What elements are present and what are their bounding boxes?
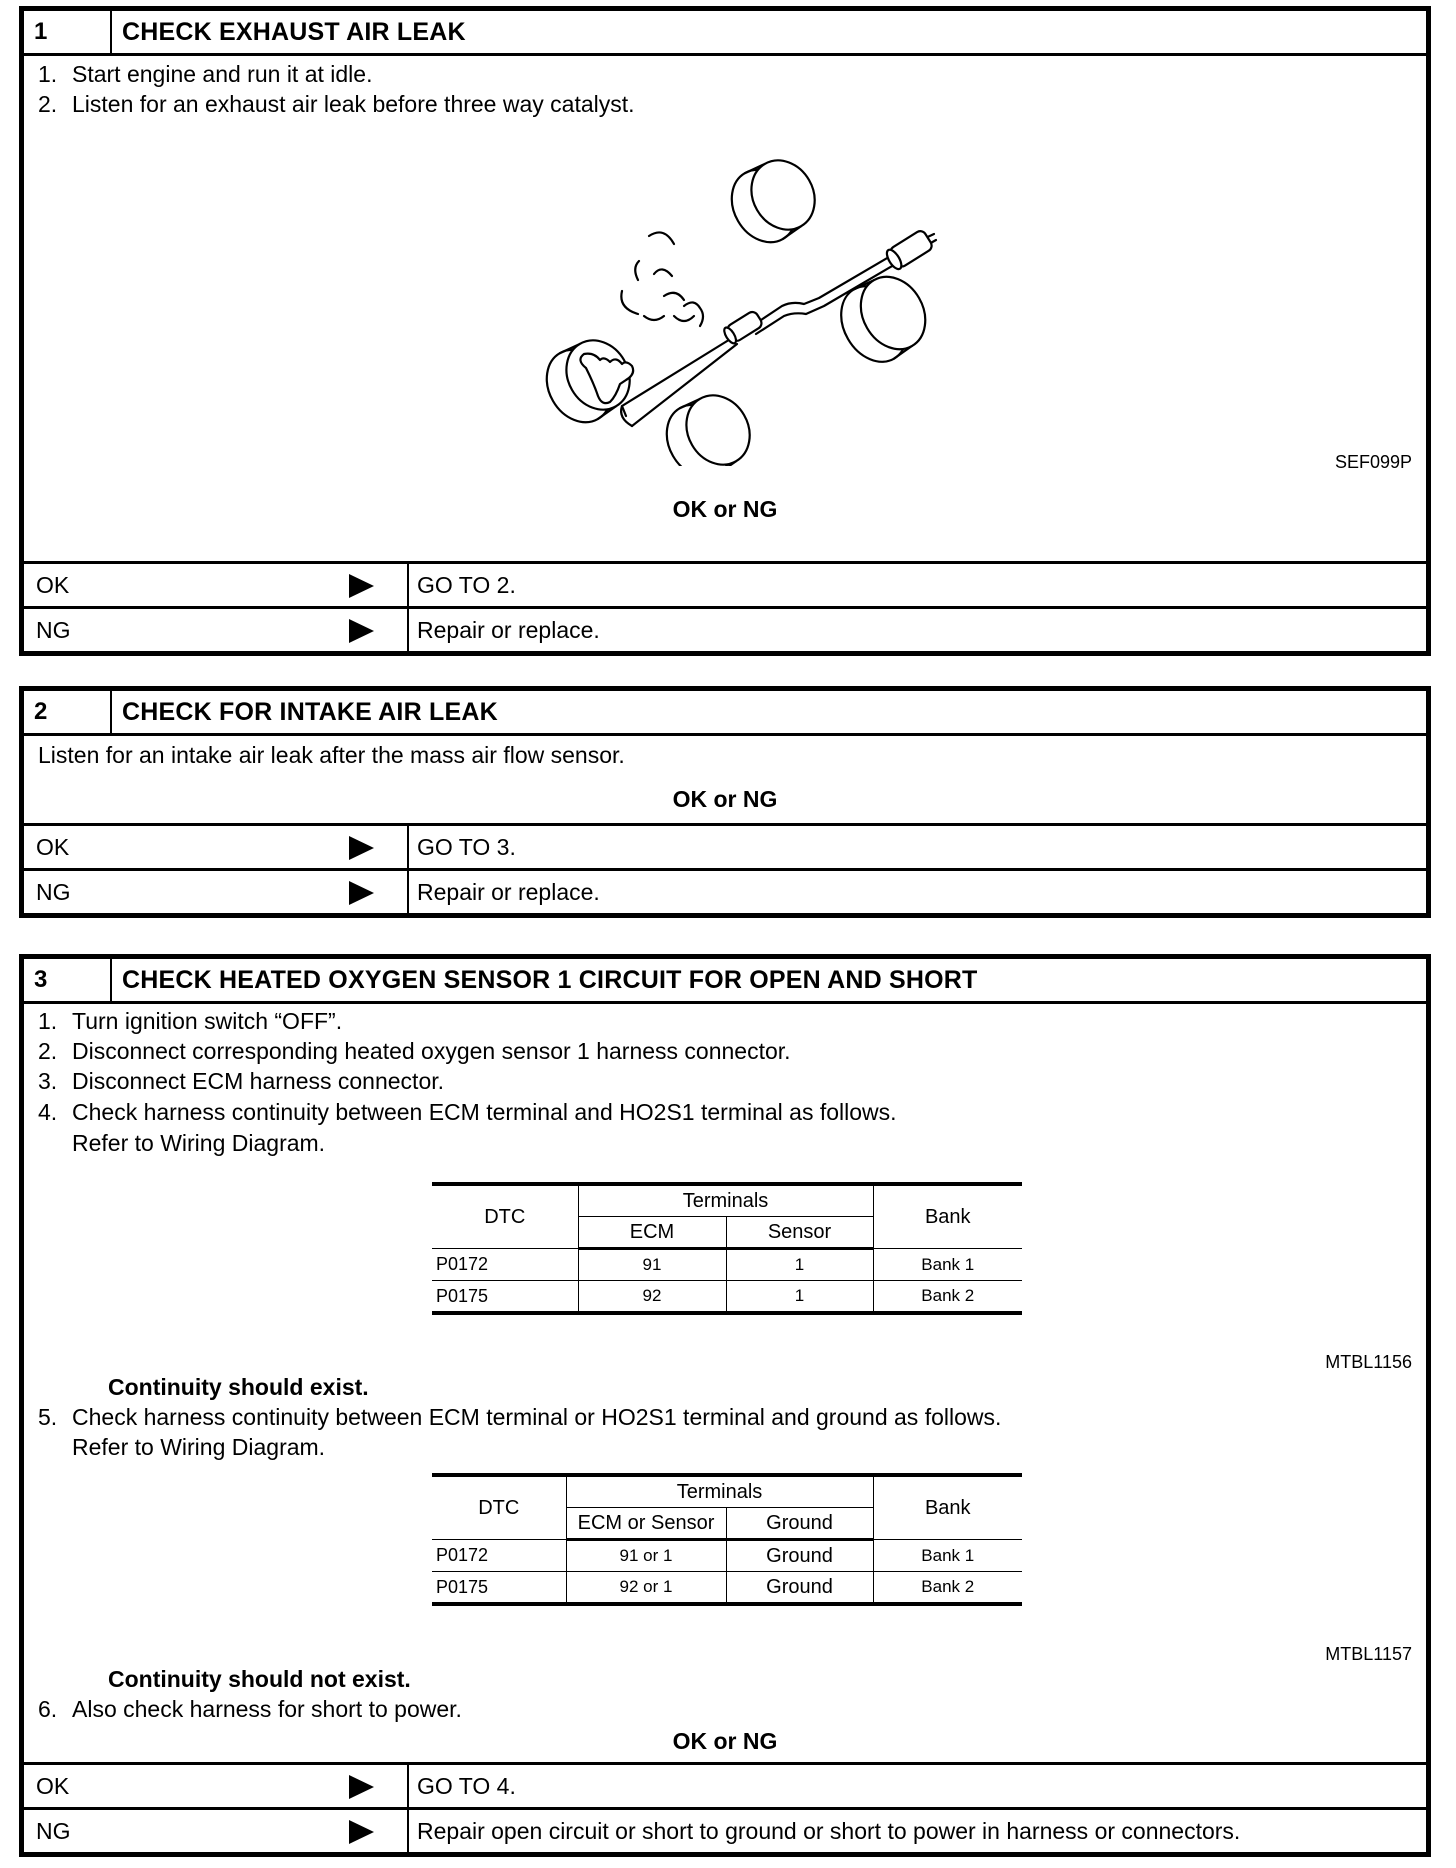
section-body <box>24 736 1426 823</box>
section-number: 2 <box>24 691 112 733</box>
result-row-ng: NG Repair or replace. <box>24 606 1426 651</box>
result-row-ok: OK GO TO 3. <box>24 823 1426 868</box>
result-row-ok: OK GO TO 4. <box>24 1762 1426 1807</box>
step-1: 1. Start engine and run it at idle. <box>38 61 373 87</box>
result-action: Repair or replace. <box>417 879 600 905</box>
ok-or-ng-label: OK or NG <box>672 786 778 812</box>
table-row: P0175 92 or 1 Ground Bank 2 <box>432 1572 1022 1605</box>
section-number: 1 <box>24 11 112 53</box>
refer-wiring-diagram: Refer to Wiring Diagram. <box>72 1130 326 1156</box>
step-1: 1. Turn ignition switch “OFF”. <box>38 1008 343 1034</box>
step-6: 6. Also check harness for short to power. <box>38 1696 462 1722</box>
ok-or-ng-label: OK or NG <box>672 496 778 522</box>
section-body <box>24 1004 1426 1762</box>
table-row: P0175 92 1 Bank 2 <box>432 1281 1022 1314</box>
continuity-table-2: DTC Terminals Bank ECM or Sensor Ground P0172 91 or 1 Ground Bank 1 P0175 92 or 1 Ground Bank 2 <box>432 1473 1022 1606</box>
refer-wiring-diagram: Refer to Wiring Diagram. <box>72 1434 326 1460</box>
arrow-right-icon <box>349 1820 374 1844</box>
result-action: GO TO 2. <box>417 572 516 598</box>
table-id: MTBL1156 <box>1325 1352 1412 1372</box>
section-title: CHECK EXHAUST AIR LEAK <box>122 18 466 46</box>
section-3-check-ho2s1-circuit <box>19 954 1431 1857</box>
section-number: 3 <box>24 959 112 1001</box>
step-text: Listen for an intake air leak after the mass air flow sensor. <box>38 742 625 768</box>
table-row: P0172 91 or 1 Ground Bank 1 <box>432 1540 1022 1572</box>
result-row-ng: NG Repair open circuit or short to ground or short to power in harness or connectors. <box>24 1807 1426 1852</box>
table-id: MTBL1157 <box>1325 1644 1412 1664</box>
continuity-note: Continuity should not exist. <box>108 1666 411 1692</box>
arrow-right-icon <box>349 881 374 905</box>
continuity-table-1: DTC Terminals Bank ECM Sensor P0172 91 1 Bank 1 P0175 92 1 Bank 2 <box>432 1182 1022 1315</box>
result-action: Repair or replace. <box>417 617 600 643</box>
exhaust-system-illustration-icon <box>514 156 974 466</box>
step-2: 2. Listen for an exhaust air leak before three way catalyst. <box>38 91 635 117</box>
result-action: GO TO 4. <box>417 1773 516 1799</box>
result-action: GO TO 3. <box>417 834 516 860</box>
ok-or-ng-label: OK or NG <box>672 1728 778 1754</box>
figure-id: SEF099P <box>1334 452 1412 472</box>
arrow-right-icon <box>349 619 374 643</box>
arrow-right-icon <box>349 574 374 598</box>
section-title: CHECK FOR INTAKE AIR LEAK <box>122 698 498 726</box>
section-header <box>24 11 1426 56</box>
result-row-ng: NG Repair or replace. <box>24 868 1426 913</box>
section-1-check-exhaust-air-leak <box>19 6 1431 656</box>
step-3: 3. Disconnect ECM harness connector. <box>38 1068 445 1094</box>
section-title: CHECK HEATED OXYGEN SENSOR 1 CIRCUIT FOR OPEN AND SHORT <box>122 966 978 994</box>
step-5: 5. Check harness continuity between ECM terminal or HO2S1 terminal and ground as follows. <box>38 1404 1002 1430</box>
section-header <box>24 691 1426 736</box>
step-2: 2. Disconnect corresponding heated oxygen sensor 1 harness connector. <box>38 1038 791 1064</box>
section-body <box>24 56 1426 561</box>
section-header <box>24 959 1426 1004</box>
continuity-note: Continuity should exist. <box>108 1374 369 1400</box>
arrow-right-icon <box>349 1775 374 1799</box>
result-row-ok: OK GO TO 2. <box>24 561 1426 606</box>
arrow-right-icon <box>349 836 374 860</box>
section-2-check-intake-air-leak <box>19 686 1431 918</box>
step-4: 4. Check harness continuity between ECM terminal and HO2S1 terminal as follows. <box>38 1099 897 1125</box>
result-action: Repair open circuit or short to ground or short to power in harness or connectors. <box>417 1818 1241 1844</box>
table-row: P0172 91 1 Bank 1 <box>432 1249 1022 1281</box>
